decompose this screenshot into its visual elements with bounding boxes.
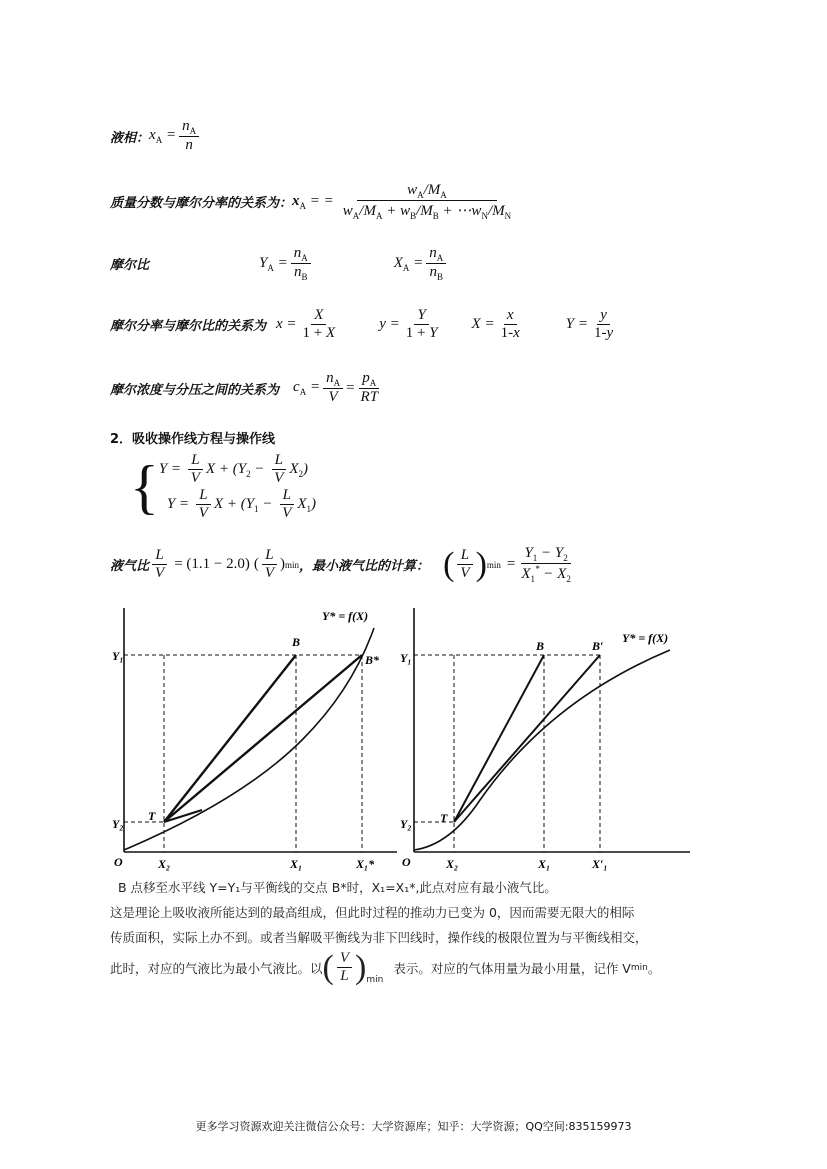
x2-label: X₂ — [446, 857, 459, 871]
operating-line-Bprime — [454, 655, 600, 822]
origin-label: O — [114, 855, 123, 869]
mass-fraction-formula: 质量分数与摩尔分率的关系为： $x_A$ = = $\frac{w_A/M_A}{w_A/M_A + w_B/M_B + \cdots w_N/M_N}$ — [110, 182, 512, 221]
x1-label: X₁ — [538, 857, 551, 871]
section-heading: 2．吸收操作线方程与操作线 — [110, 432, 276, 447]
operating-line-B — [454, 655, 544, 822]
text: 此时，对应的气液比为最小气液比。以 — [110, 960, 323, 976]
paragraph-line-1: B 点移至水平线 Y=Y₁与平衡线的交点 B*时，X₁=X₁*,此点对应有最小液气比。 — [118, 880, 557, 895]
point-Bprime: B′ — [592, 639, 604, 653]
y1-label: Y₁ — [112, 649, 124, 663]
x2-label: X₂ — [158, 857, 171, 871]
label: 摩尔分率与摩尔比的关系为 — [110, 319, 267, 334]
min-label: ，最小液气比的计算： — [299, 559, 430, 574]
point-T: T — [440, 811, 448, 825]
text: 表示。对应的气体用量为最小用量，记作 V — [393, 960, 631, 976]
operating-line-equations: { Y = $\frac{L}{V}$ $X + (Y_2$ − $\frac{L}{V}$ $X_2$) Y = $\frac{L}{V}$ $X + (Y_1$ − $\frac{L}{V}$ $X_1$) — [130, 452, 317, 521]
label: 摩尔比 — [110, 258, 150, 273]
curve-label: Y* = f(X) — [622, 631, 669, 645]
y2-label: Y₂ — [400, 817, 412, 831]
sub: min — [630, 962, 648, 973]
x1star-label: X₁* — [356, 857, 375, 871]
ratio-range: = (1.1 − 2.0) — [174, 556, 250, 572]
min-sub: min — [285, 559, 300, 570]
point-T: T — [148, 809, 156, 823]
point-B: B — [536, 639, 545, 653]
right-diagram — [400, 600, 700, 875]
y1-label: Y₁ — [400, 651, 412, 665]
origin-label: O — [402, 855, 411, 869]
curve-label: Y* = f(X) — [322, 609, 369, 623]
footer: 更多学习资源欢迎关注微信公众号：大学资源库；知乎：大学资源；QQ空间:835159973 — [195, 1120, 632, 1133]
mole-ratio-formula: 摩尔比 $Y_A$ = $\frac{n_A}{n_B}$ $X_A$ = $\frac{n_A}{n_B}$ — [110, 245, 449, 282]
text: 。 — [647, 960, 661, 976]
label: 液气比 — [110, 559, 150, 574]
paragraph-line-2: 这是理论上吸收液所能达到的最高组成，但此时过程的推动力已变为 0，因而需要无限大的相际 — [110, 905, 635, 920]
left-diagram — [112, 600, 402, 875]
operating-line-B — [164, 655, 296, 822]
label: 液相： — [110, 130, 150, 146]
paragraph-line-4: 此时，对应的气液比为最小气液比。以 ( $\frac{V}{L}$ ) $_{min}$ 表示。对应的气体用量为最小用量，记作 V min 。 — [110, 948, 661, 986]
label: 质量分数与摩尔分率的关系为： — [110, 196, 293, 211]
point-B: B — [292, 635, 301, 649]
equilibrium-curve — [414, 650, 670, 850]
y2-label: Y₂ — [112, 817, 124, 831]
point-Bstar: B* — [365, 653, 380, 667]
x1prime-label: X′₁ — [592, 857, 608, 871]
label: 摩尔浓度与分压之间的关系为 — [110, 382, 280, 398]
equilibrium-curve — [124, 628, 374, 850]
fraction-ratio-formula: 摩尔分率与摩尔比的关系为 x = $\frac{X}{1 + X}$ y = $\frac{Y}{1 + Y}$ X = $\frac{x}{1-x}$ Y = $\frac{y}{1-y}$ — [110, 307, 614, 341]
paragraph-line-3: 传质面积，实际上办不到。或者当解吸平衡线为非下凹线时，操作线的极限位置为与平衡线相交， — [110, 930, 648, 945]
operating-line-Bstar — [164, 655, 362, 822]
x1-label: X₁ — [290, 857, 303, 871]
concentration-formula: 摩尔浓度与分压之间的关系为 $c_A$ = $\frac{n_A}{V}$ = $\frac{p_A}{RT}$ — [110, 370, 379, 405]
liquid-gas-ratio-line: 液气比 $\frac{L}{V}$ = (1.1 − 2.0) ( $\frac{L}{V}$ ) min ，最小液气比的计算： ( $\frac{L}{V}$ ) min = $\frac{Y_1 - Y_2}{X_1^* - X_2}$ — [110, 545, 571, 584]
liquid-phase-formula: 液相： $x_A$ = $\frac{n_A}{n}$ — [110, 118, 202, 154]
